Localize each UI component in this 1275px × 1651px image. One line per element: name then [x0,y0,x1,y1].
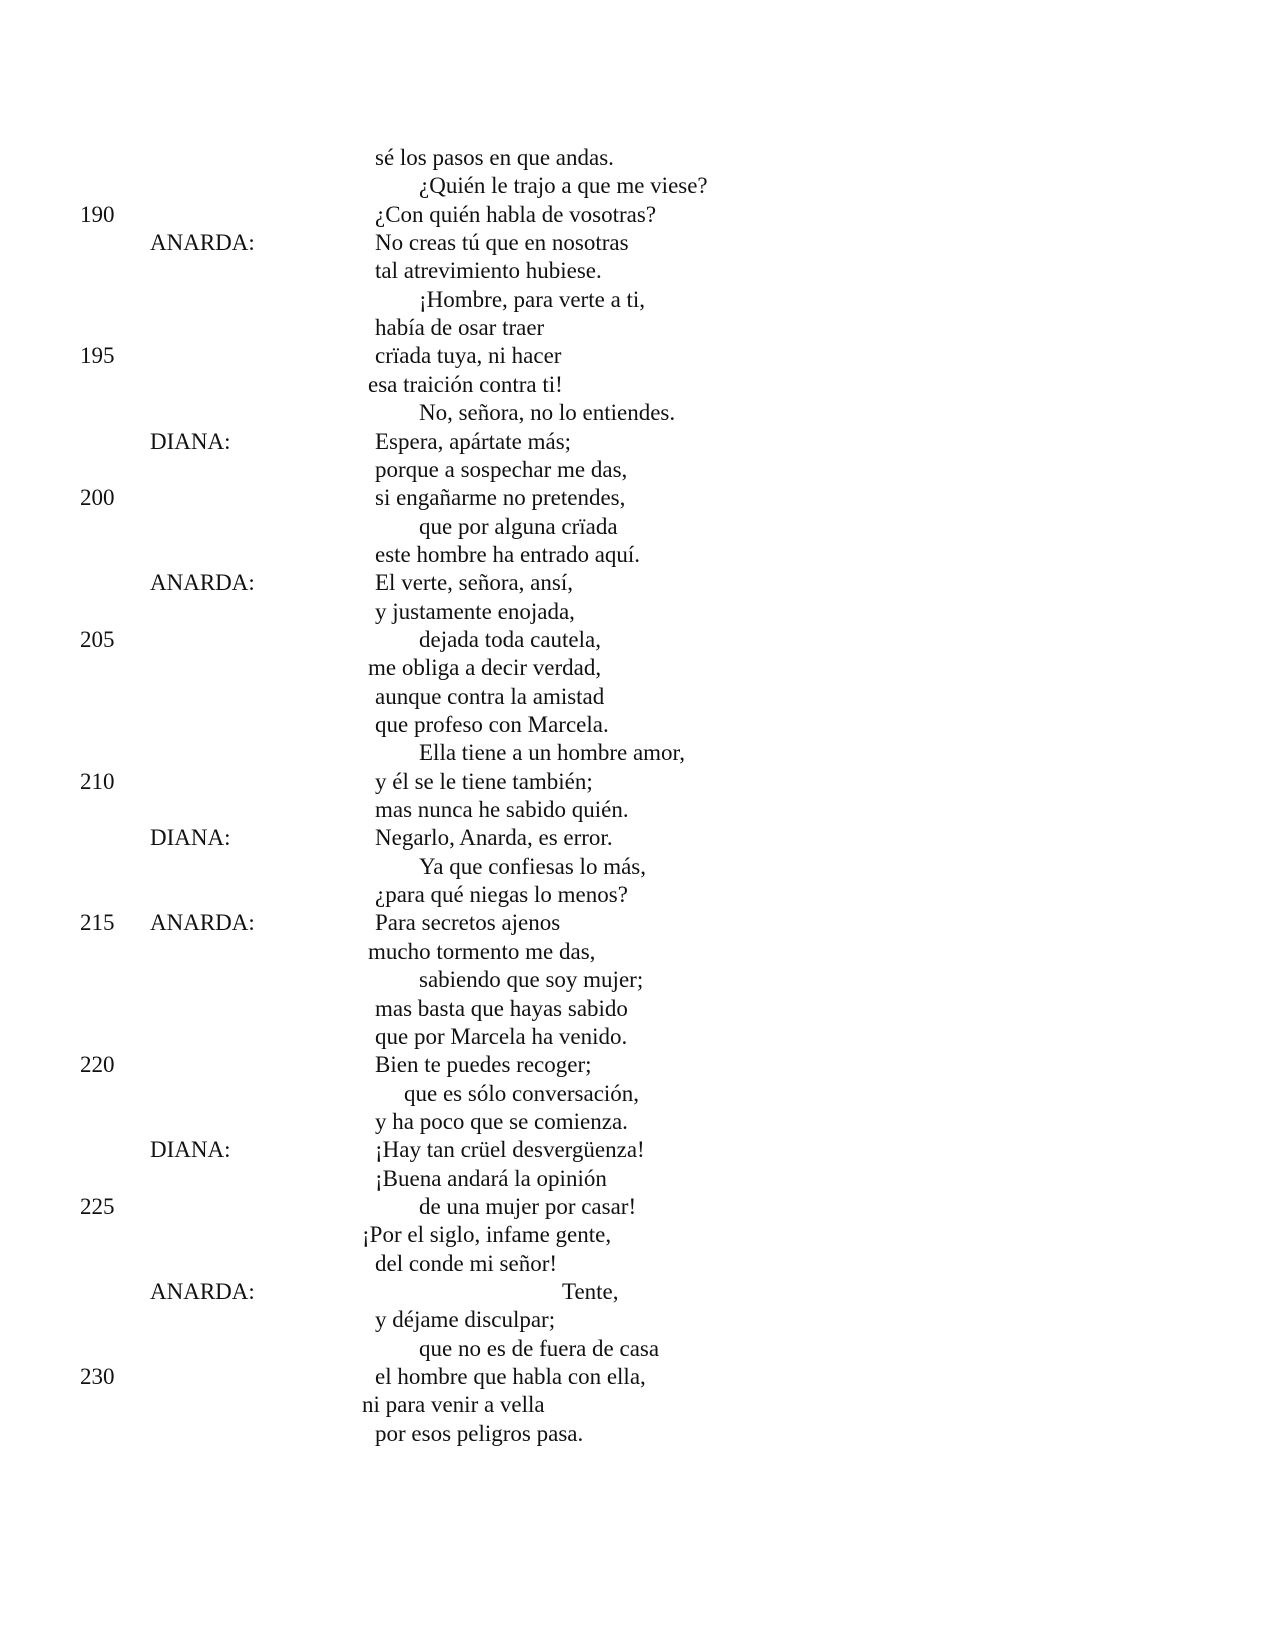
verse-text: No creas tú que en nosotras [375,230,629,256]
verse-line [0,313,1275,342]
line-number: 195 [80,343,115,369]
verse-text: aunque contra la amistad [375,683,605,709]
speaker-name: DIANA: [150,825,231,851]
speaker-name: ANARDA: [150,570,255,596]
verse-line [0,540,1275,569]
speaker-name: DIANA: [150,1137,231,1163]
verse-text: del conde mi señor! [375,1250,558,1276]
verse-line [0,795,1275,824]
verse-line [0,738,1275,767]
verse-text: esa traición contra ti! [368,371,563,397]
verse-text: que por Marcela ha venido. [375,1023,628,1049]
verse-line [0,285,1275,314]
verse-text: Tente, [562,1279,619,1304]
verse-line [0,1164,1275,1193]
verse-text: ¡Buena andará la opinión [375,1165,607,1191]
verse-line [0,1135,1275,1164]
line-number: 225 [80,1193,115,1219]
verse-text: mucho tormento me das, [368,938,596,964]
verse-text: ¡Por el siglo, infame gente, [362,1222,612,1248]
verse-text: ¡Hombre, para verte a ti, [419,286,646,312]
verse-line [0,171,1275,200]
verse-text: mas nunca he sabido quién. [375,797,629,823]
verse-line [0,1022,1275,1051]
verse-text: si engañarme no pretendes, [375,485,626,511]
verse-text: el hombre que habla con ella, [375,1364,646,1390]
verse-text: No, señora, no lo entiendes. [419,400,676,426]
verse-line [0,568,1275,597]
verse-text: que no es de fuera de casa [419,1335,660,1361]
verse-line [0,965,1275,994]
speaker-name: ANARDA: [150,1279,255,1304]
verse-line [0,427,1275,456]
verse-text: porque a sospechar me das, [375,456,628,482]
verse-line [0,228,1275,257]
verse-text: este hombre ha entrado aquí. [375,541,641,567]
line-number: 205 [80,626,115,652]
verse-text: tal atrevimiento hubiese. [375,258,602,284]
speaker-name: ANARDA: [150,230,255,256]
verse-text: ¿Quién le trajo a que me viese? [419,173,708,199]
speaker-name: DIANA: [150,428,231,454]
verse-line [0,512,1275,541]
verse-line [0,143,1275,172]
verse-text: me obliga a decir verdad, [368,655,602,681]
verse-line [0,455,1275,484]
verse-line [0,341,1275,370]
verse-text: ¡Hay tan crüel desvergüenza! [375,1137,645,1163]
line-number: 220 [80,1052,115,1078]
verse-text: sabiendo que soy mujer; [419,967,644,993]
verse-line [0,1362,1275,1391]
verse-line [0,1305,1275,1334]
verse-text: y él se le tiene también; [375,768,593,794]
verse-text: ¿para qué niegas lo menos? [375,882,628,908]
verse-line [0,1390,1275,1419]
verse-line [0,1334,1275,1363]
verse-line [0,1050,1275,1079]
verse-line [0,1107,1275,1136]
verse-line [0,682,1275,711]
verse-line [0,767,1275,796]
verse-line [0,1079,1275,1108]
verse-line [0,1220,1275,1249]
verse-text: por esos peligros pasa. [375,1420,584,1446]
verse-text: que por alguna crïada [419,513,618,539]
verse-text: y déjame disculpar; [375,1307,556,1333]
verse-line [0,1249,1275,1278]
verse-line [0,994,1275,1023]
verse-line [0,625,1275,654]
verse-line [0,256,1275,285]
verse-line [0,653,1275,682]
verse-text: y justamente enojada, [375,598,575,624]
verse-text: de una mujer por casar! [419,1193,637,1219]
verse-text: Para secretos ajenos [375,910,561,936]
verse-line [0,908,1275,937]
verse-line [0,370,1275,399]
verse-line [0,483,1275,512]
verse-text: Bien te puedes recoger; [375,1052,592,1078]
speaker-name: ANARDA: [150,910,255,936]
verse-line [0,1419,1275,1448]
verse-line [0,823,1275,852]
verse-text: Ella tiene a un hombre amor, [419,740,686,766]
verse-line [0,1277,1275,1306]
verse-text: ni para venir a vella [362,1392,545,1418]
verse-line [0,852,1275,881]
verse-line [0,200,1275,229]
verse-text: que profeso con Marcela. [375,712,609,737]
verse-text: ¿Con quién habla de vosotras? [375,201,657,227]
verse-line [0,937,1275,966]
verse-text: y ha poco que se comienza. [375,1108,628,1134]
verse-text: El verte, señora, ansí, [375,570,573,596]
line-number: 230 [80,1364,115,1390]
verse-line [0,597,1275,626]
verse-line [0,398,1275,427]
verse-text: Ya que confiesas lo más, [419,853,646,879]
verse-text: que es sólo conversación, [404,1080,640,1106]
verse-text: sé los pasos en que andas. [375,145,614,170]
verse-text: Espera, apártate más; [375,428,572,454]
line-number: 200 [80,485,115,511]
line-number: 210 [80,768,115,794]
verse-text: Negarlo, Anarda, es error. [375,825,613,851]
verse-line [0,1192,1275,1221]
verse-text: había de osar traer [375,315,545,341]
verse-text: dejada toda cautela, [419,626,601,652]
verse-line [0,710,1275,739]
line-number: 215 [80,910,115,936]
verse-line [0,880,1275,909]
line-number: 190 [80,201,115,227]
verse-text: crïada tuya, ni hacer [375,343,562,369]
verse-text: mas basta que hayas sabido [375,995,628,1021]
